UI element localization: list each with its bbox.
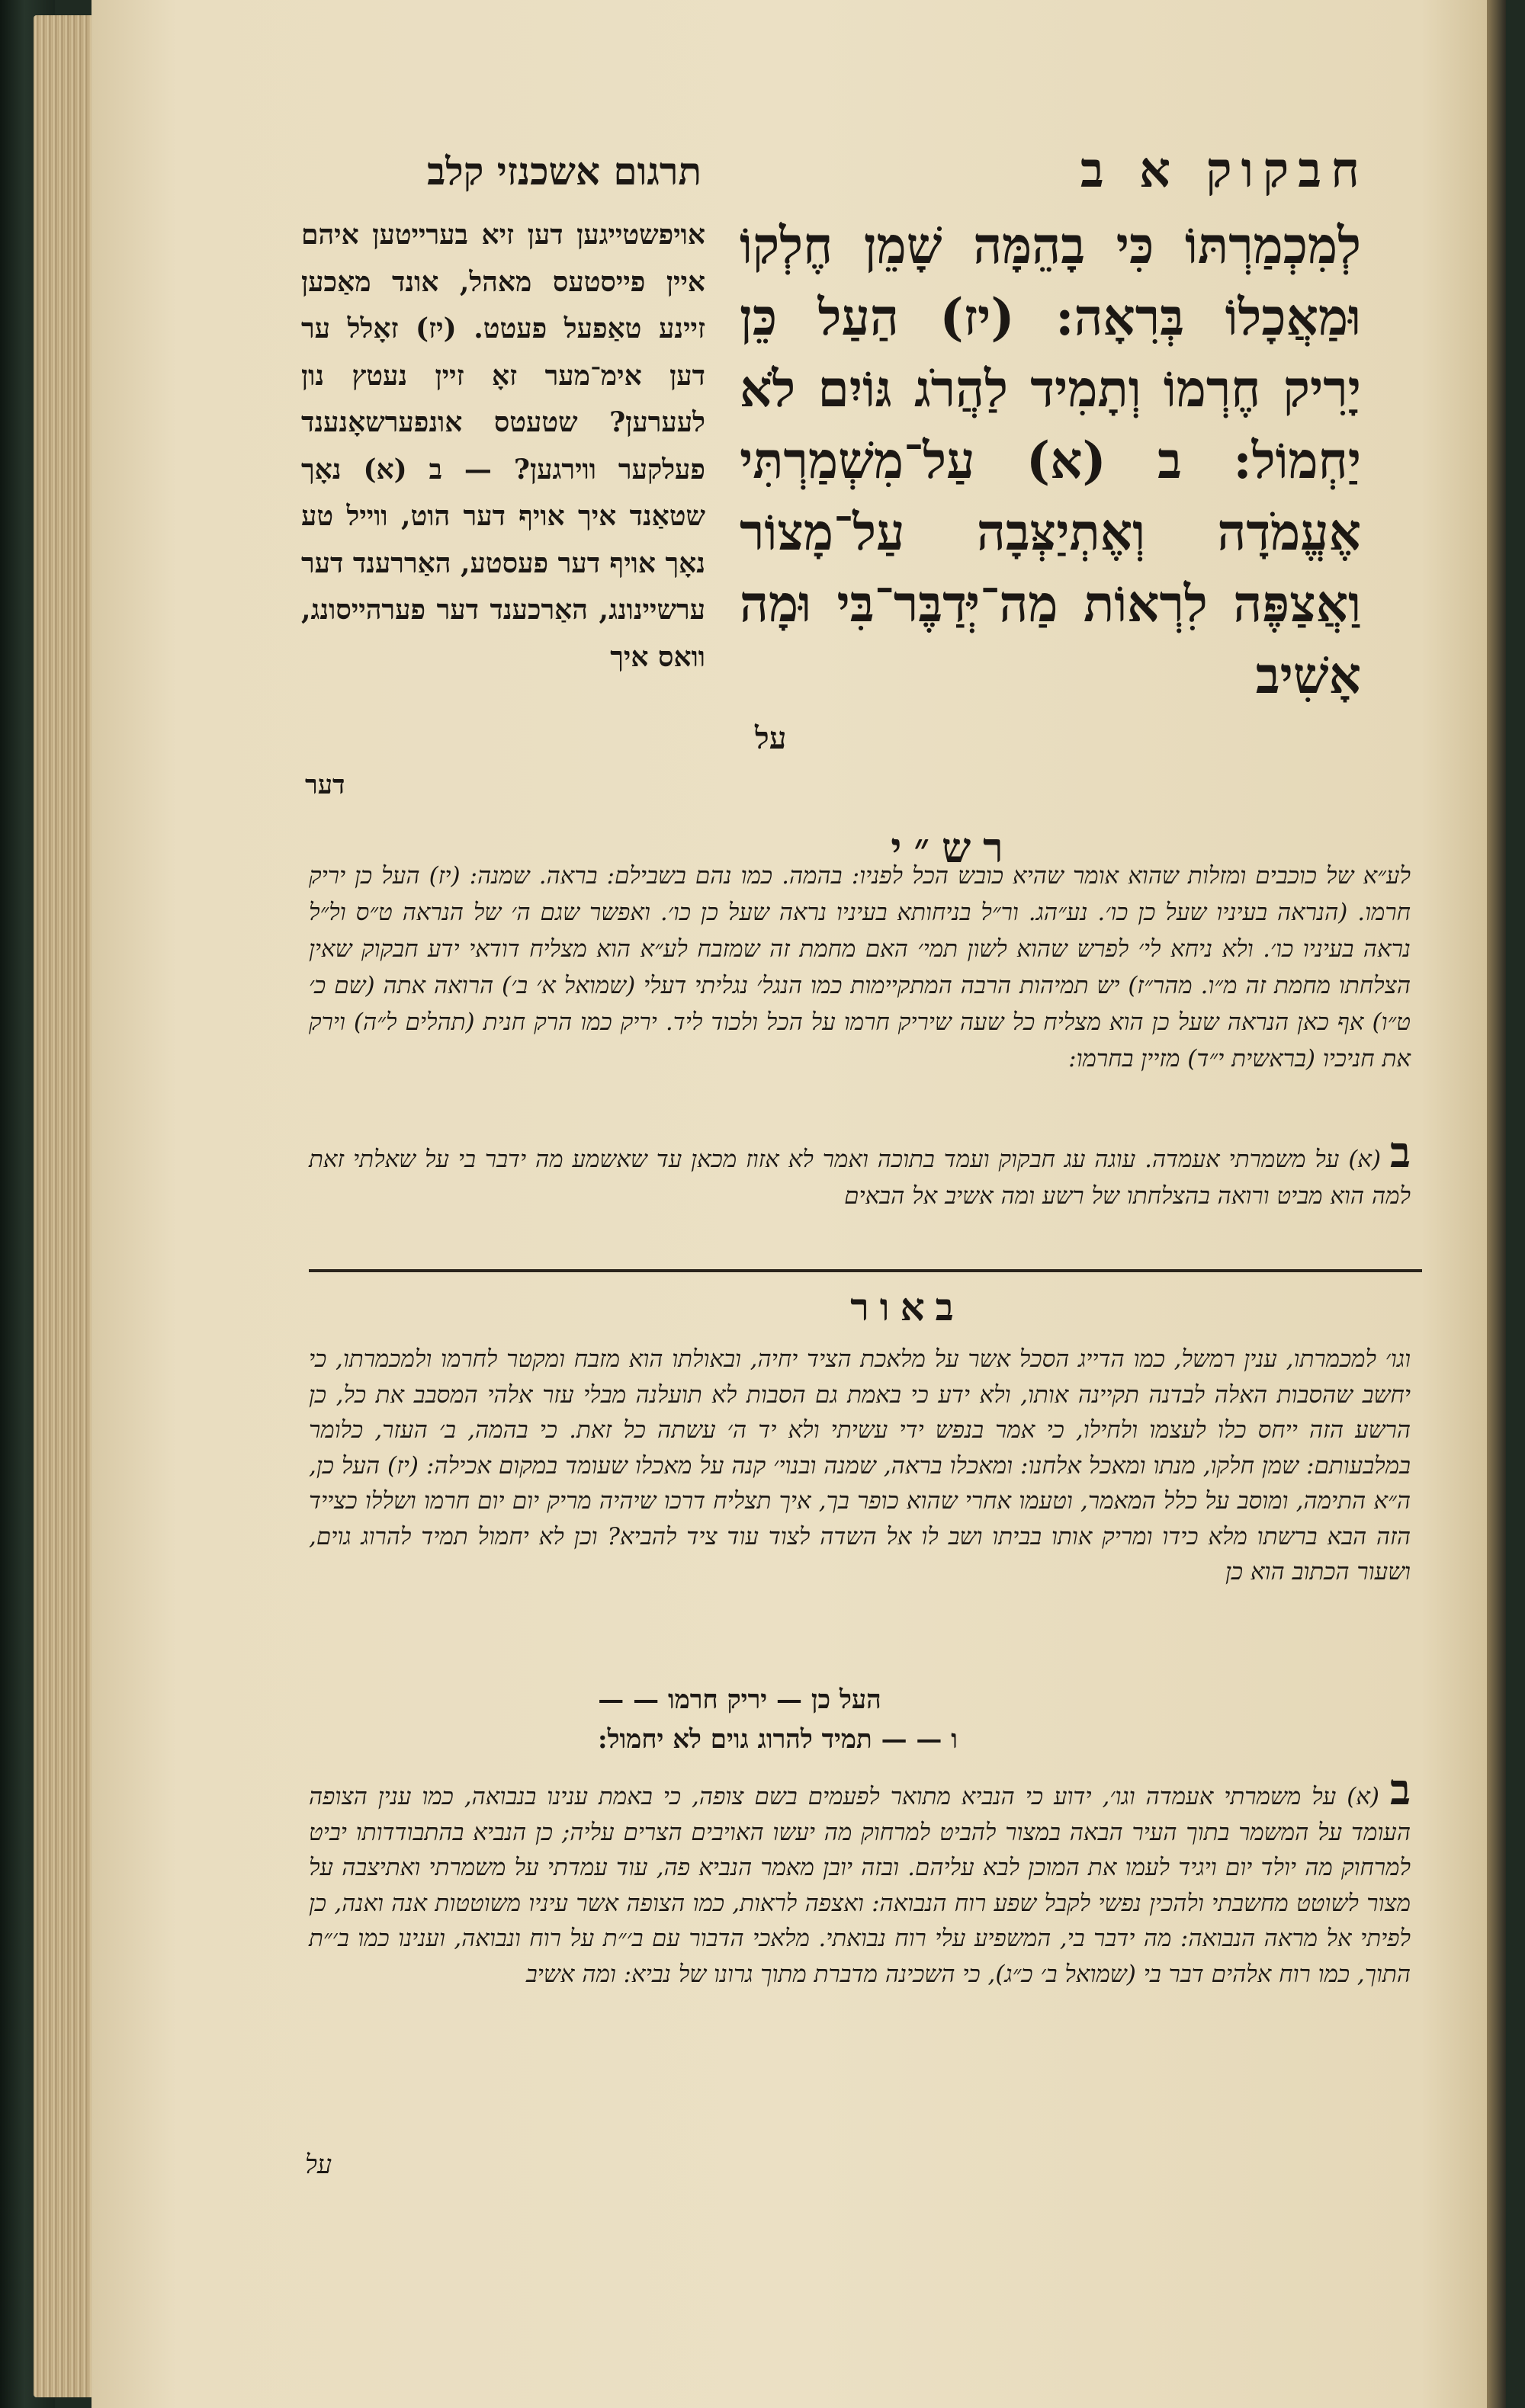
section-divider bbox=[309, 1269, 1422, 1272]
translation-text: אויפשטייגען דען זיא בערייטען איהם איין פייסטעס מאהל, אונד מאַכען זיינע טאַפעל פעטט. (יז) זאָלל ער דען אימ־מער זאָ זיין נעטץ נון לעערען? שטעטס אונפערשאָנענד פעלקער ווירגען? — ב (א) נאָך שטאַנד איך אויף דער הוט, ווייל טע נאָך אויף דער פעסטע, האַררענד דער ערשיינונג, האַרכענד דער פערהייסונג, וואס איך bbox=[301, 219, 705, 673]
biur-title: באור bbox=[850, 1284, 965, 1329]
page-gutter bbox=[1487, 0, 1506, 2408]
verse-catchword: על bbox=[755, 720, 787, 756]
biur-paragraph-2-text: (א) על משמרתי אעמדה וגו׳, ידוע כי הנביא מתואר לפעמים בשם צופה, כי באמת ענינו בנבואה, כמו ענין הצופה העומד על המשמר בתוך העיר הבאה במצור להביט למרחוק מה יעשו האויבים הצרים עליה; כן הנביא בהתבודדותו יביט למרחוק מה יולד יום ויגיד לעמו את המוכן לבא עליהם. ובזה יובן מאמר הנביא פה, עוד עמדתי על משמרתי ואתיצבה על מצור לשוטט מחשבתי ולהכין נפשי לקבל שפע רוח הנבואה: ואצפה לראות, כמו הצופה אשר עיניו משוטטות אנה ואנה, כן לפיתי אל מראה הנבואה: מה ידבר בי, המשפיע עלי רוח נבואתי. מלאכי הדבור עם ב׳״ת על רוח ונבואה, וענינו כמו ב׳״ת התוך, כמו רוח אלהים דבר בי (שמואל ב׳ כ״ג), כי השכינה מדברת מתוך גרונו של נביא: ומה אשיב bbox=[309, 1783, 1411, 1988]
biur-quote-line-1: העל כן — יריק חרמו — — bbox=[598, 1685, 881, 1715]
translation-title: תרגום אשכנזי קלב bbox=[427, 149, 702, 194]
book-title: חבקוק א ב bbox=[1080, 142, 1369, 199]
rashi-initial-letter: ב bbox=[1390, 1127, 1411, 1178]
rashi-title: רש״י bbox=[891, 823, 1016, 872]
rashi-paragraph-1: לע״א של כוכבים ומזלות שהוא אומר שהיא כובש הכל לפניו: בהמה. כמו נהם בשבילם: בראה. שמנה: (יז) העל כן יריק חרמו. (הנראה בעיניו שעל כן כו׳. נע״הג. ור״ל בניחותא בעיניו נראה שעל כן כו׳. ואפשר שגם ה׳ של הנראה ט״ס ול״ל נראה בעיניו כו׳. ולא ניחא לי׳ לפרש שהוא לשון תמי׳ האם מחמת זה שמזבח לע״א הוא מצליח דודאי ידע חבקוק שאין הצלחתו מחמת זה מ״ו. מהר״ז) יש תמיהות הרבה המתקיימות כמו הנגל׳ נגליתי דעלי (שמואל א׳ ב׳) הרואה אתה (שם כ׳ ט״ו) אף כאן הנראה שעל כן הוא מצליח כל שעה שיריק חרמו על הכל ולכוד ליד. יריק כמו הרק חנית (תהלים ל״ה) וירק את חניכיו (בראשית י״ד) מזיין בחרמו: bbox=[309, 862, 1411, 1073]
biur-paragraph-1: וגו׳ למכמרתו, ענין רמשל, כמו הדייג הסכל אשר על מלאכת הציד יחיה, ובאולתו הוא מזבח ומקטר לחרמו ולמכמרתו, כי יחשב שהסבות האלה לבדנה תקיינה אותו, ולא ידע כי באמת גם הסבות לא תועלנה מבלי עזר אלהי המסבב את כל, כן הרשע הזה ייחס כלו לעצמו ולחילו, כי אמר בנפש ידי עשיתי ולא יד ה׳ עשתה כל זאת. כי בהמה, ב׳ העזר, כלומר במלבעותם: שמן חלקו, מנתו ומאכל אלחנו: ומאכלו בראה, שמנה ובנוי׳ קנה על מאכלו שעומד במקום אכילה: (יז) העל כן, ה״א התימה, ומוסב על כלל המאמר, וטעמו אחרי שהוא כופר בך, איך תצליח דרכו שיהיה מריק יום יום חרמו ושללו כצייד הזה הבא ברשתו מלא כידו ומריק אותו בביתו ושב לו אל השדה לצוד עוד ציד להביא? וכן לא יחמול תמיד להרוג גוים, ושעור הכתוב הוא כן bbox=[309, 1345, 1411, 1586]
rashi-paragraph-2 bbox=[309, 1127, 1411, 1214]
rashi-paragraph-2-text: (א) על משמרתי אעמדה. עוגה עג חבקוק ועמד בתוכה ואמר לא אזוז מכאן עד שאשמע מה ידבר בי על שאלתי זאת למה הוא מביט ורואה בהצלחתו של רשע ומה אשיב אל הבאים bbox=[309, 1146, 1411, 1210]
biur-paragraph-2 bbox=[309, 1765, 1411, 1992]
biur-quote-line-2: ו — — תמיד להרוג גוים לא יחמול: bbox=[598, 1724, 958, 1755]
verse-text: לְמִכְמַרְתּוֹ כִּי בָהֵמָּה שָׁמֵן חֶלְקוֹ וּמַאֲכָלוֹ בְּרִאָה: (יז) הַעַל כֵּן יָרִיק חֶרְמוֹ וְתָמִיד לַהֲרֹג גּוֹיִם לֹא יַחְמוֹל: ב (א) עַל־מִשְׁמַרְתִּי אֶעֱמֹדָה וְאֶתְיַצְּבָה עַל־מָצוֹר וַאֲצַפֶּה לִרְאוֹת מַה־יְּדַבֶּר־בִּי וּמָה אָשִׁיב bbox=[740, 216, 1361, 705]
biur-initial-letter: ב bbox=[1390, 1765, 1411, 1815]
biur-catchword: על bbox=[305, 2150, 332, 2180]
translation-catchword: דער bbox=[305, 770, 345, 800]
